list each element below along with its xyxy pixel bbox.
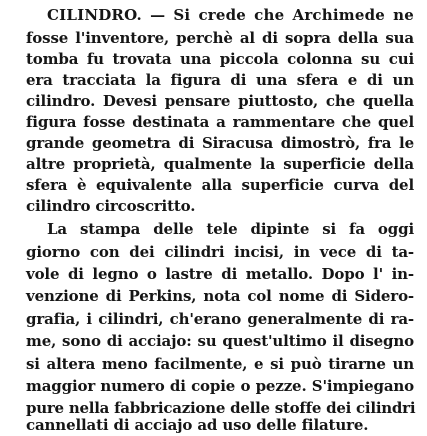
text-line-4: era tracciata la figura di una sfera e di un [26,71,414,89]
text-line-2: fosse l'inventore, perchè al di sopra della sua [26,29,414,47]
text-line-1 [47,5,414,26]
line-text: — Si crede che Archimede ne [150,6,414,24]
text-line-14: venzione di Perkins, nota col nome di Sidero- [26,287,414,305]
headword: CILINDRO. [47,6,142,24]
text-line-3: tomba fu trovata una piccola colonna su cui [26,50,414,68]
text-line-12: giorno con dei cilindri incisi, in vece di ta- [26,243,414,261]
text-line-8: altre proprietà, qualmente la superficie della [26,155,414,173]
text-line-10: cilindro circoscritto. [26,197,196,215]
text-line-6: figura fosse destinata a rammentare che quel [26,113,414,131]
text-line-18: maggior numero di copie o pezze. S'impiegano [26,377,414,395]
text-line-16: me, sono di acciajo: su quest'ultimo il disegno [26,332,414,350]
text-line-9: sfera è equivalente alla superficie curva del [26,176,414,194]
text-line-5: cilindro. Devesi pensare piuttosto, che quella [26,92,414,110]
text-line-15: grafia, i cilindri, ch'erano generalmente di ra- [26,310,414,328]
text-line-17: si altera meno facilmente, e si può tirarne un [26,355,414,373]
text-line-7: grande geometra di Siracusa dimostrò, fra le [26,134,414,152]
text-line-11: La stampa delle tele dipinte si fa oggi [47,220,414,238]
text-line-13: vole di legno o lastre di metallo. Dopo l' in- [26,265,414,283]
text-line-19: pure nella fabbricazione delle stoffe dei cilindri [26,399,416,417]
text-line-20: cannellati di acciajo ad uso delle filature. [26,416,369,434]
